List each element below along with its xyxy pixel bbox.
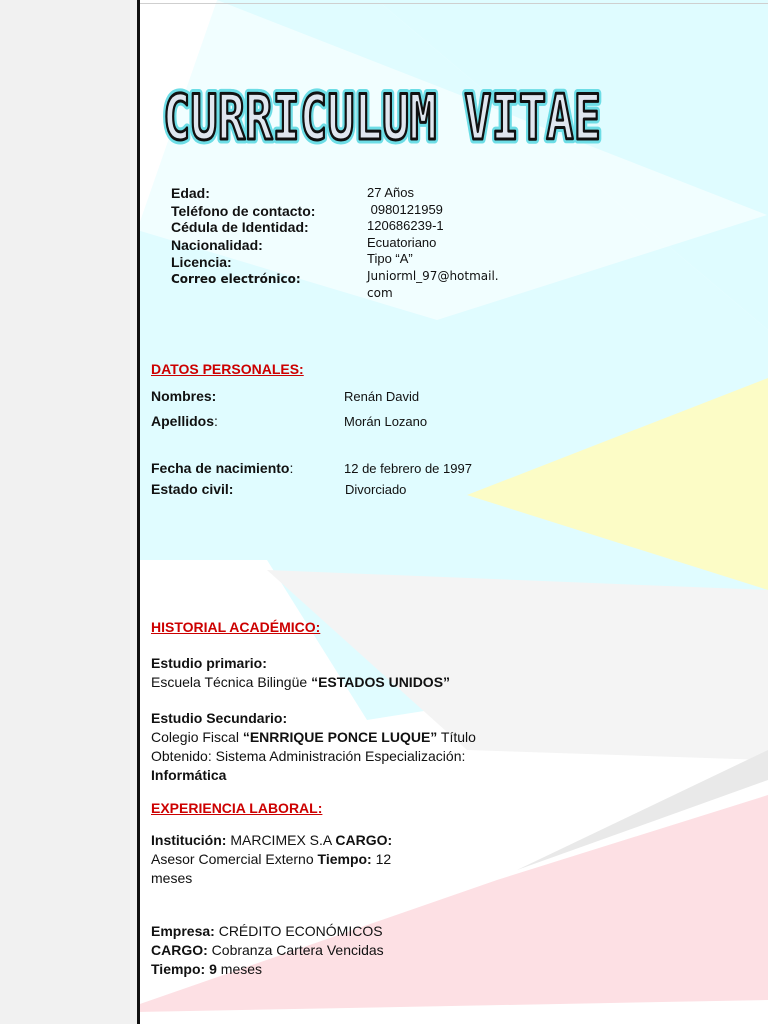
surnames-value: Morán Lozano [344, 414, 428, 429]
email-label: Correo electrónico: [171, 272, 301, 286]
page-left-border [137, 0, 140, 1024]
secondary-education: Estudio Secundario: Colegio Fiscal “ENRRIQUE PONCE LUQUE” Título Obtenido: Sistema Administración Especialización: Informática [151, 710, 476, 783]
age-value: 27 Años [367, 185, 414, 200]
civil-status-value: Divorciado [345, 482, 407, 497]
primary-education: Estudio primario: Escuela Técnica Bilingüe “ESTADOS UNIDOS” [151, 655, 451, 690]
license-value: Tipo “A” [367, 251, 413, 266]
section-experience: EXPERIENCIA LABORAL: [151, 800, 323, 816]
title-text: CURRICULUM VITAE [163, 81, 601, 150]
license-label: Licencia: [171, 254, 232, 270]
phone-value: 0980121959 [367, 202, 443, 217]
civil-status-label: Estado civil: [151, 481, 234, 497]
title-glow: CURRICULUM VITAE [163, 81, 601, 150]
page-title [159, 80, 619, 150]
id-value: 120686239-1 [367, 218, 444, 233]
nationality-value: Ecuatoriano [367, 235, 437, 250]
phone-label: Teléfono de contacto: [171, 203, 316, 219]
cv-page [137, 0, 768, 1024]
surnames-label: Apellidos: [151, 413, 218, 429]
section-personal: DATOS PERSONALES: [151, 361, 304, 377]
birthdate-value: 12 de febrero de 1997 [344, 461, 472, 476]
id-label: Cédula de Identidad: [171, 219, 309, 235]
age-label: Edad: [171, 185, 210, 201]
page-top-line [140, 3, 768, 4]
names-label: Nombres: [151, 388, 217, 404]
birthdate-label: Fecha de nacimiento: [151, 460, 294, 476]
job-2: Empresa: CRÉDITO ECONÓMICOS CARGO: Cobranza Cartera Vencidas Tiempo: 9 meses [151, 923, 384, 977]
names-value: Renán David [344, 389, 420, 404]
nationality-label: Nacionalidad: [171, 237, 263, 253]
section-academic: HISTORIAL ACADÉMICO: [151, 619, 321, 635]
email-value[interactable]: Juniorml_97@hotmail.com [367, 269, 499, 300]
job-1: Institución: MARCIMEX S.A CARGO: Asesor Comercial Externo Tiempo: 12 meses [151, 832, 393, 886]
